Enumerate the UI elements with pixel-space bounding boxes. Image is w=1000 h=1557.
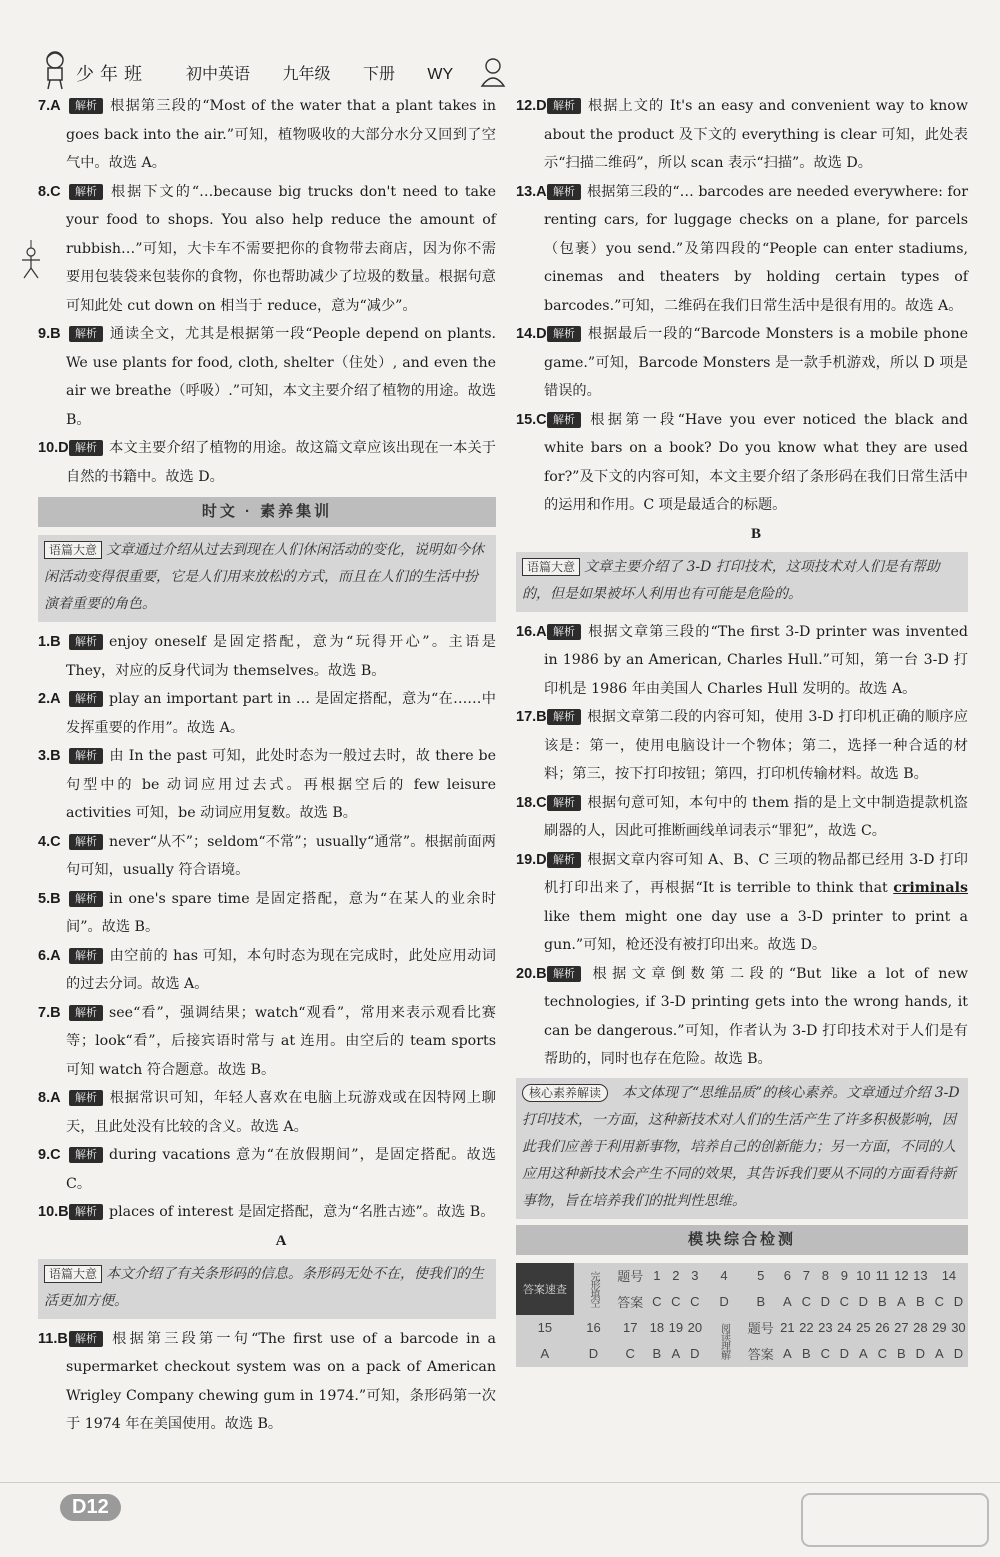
answer-cell: B [897,1346,906,1361]
answer-block-label: 答案速查 [516,1263,574,1315]
answer-item [38,828,496,885]
analysis-tag: 解析 [69,1331,103,1347]
question-number-cell: 25 [856,1320,871,1335]
answer-item [516,703,968,789]
analysis-text: never“从不”；seldom“不常”；usually“通常”。根据前面两句可知，usually 符合语境。 [66,833,496,878]
analysis-tag: 解析 [69,440,103,456]
analysis-text: 根据上文的 It's an easy and convenient way to know about the product 及下文的 everything is clear 可知，此处表示“扫描二维码”，所以 scan 表示“扫描”。故选 D。 [544,98,968,171]
analysis-text: enjoy oneself 是固定搭配，意为“玩得开心”。主语是 They，对应的反身代词为 themselves。故选 B。 [66,634,496,679]
row-label-answer: 答案 [747,1347,774,1362]
volume-label: 下册 [362,66,395,83]
analysis-text: like them might one day use a 3-D printer to print a gun.”可知，枪还没有被打印出来。故选 D。 [544,908,968,953]
summary-box [38,535,496,622]
grade-label: 九年级 [282,66,331,83]
answer-cell: D [953,1346,964,1361]
analysis-text: 根据第三段的“… barcodes are needed everywhere: for renting cars, for luggage checks on a plane, for parcels（包裹）you send.”及第四段的“People can enter stadiums, cinemas and theaters by holding certain types of barcodes.”可知，二维码在我们日常生活中是很有用的。故选 A。 [544,183,968,314]
answer-item [38,885,496,942]
answer-item [38,999,496,1085]
analysis-text: 根据下文的“…because big trucks don't need to take your food to shops. You also help reduce the amount of rubbish…”可知，大卡车不需要把你的食物带去商店，因为你不需要用包装袋来包装你的食物，你也帮助减少了垃圾的数量。根据句意可知此处 cut down on 相当于 reduce，意为“减少”。 [66,183,496,314]
analysis-text: 根据句意可知，本句中的 them 指的是上文中制造提款机盗刷器的人，因此可推断画线单词表示“罪犯”，故选 C。 [544,794,968,839]
analysis-tag: 解析 [547,412,581,428]
row-label-question: 题号 [617,1269,644,1284]
answer-number: 15.C [516,411,547,428]
answer-cell: B [878,1294,887,1309]
analysis-tag: 解析 [69,1204,103,1220]
answer-cell: D [820,1294,831,1309]
answer-item [38,942,496,999]
section-letter-b: B [750,525,761,542]
answer-cell: C [671,1294,681,1309]
summary-text: 本文介绍了有关条形码的信息。条形码无处不在，使我们的生活更加方便。 [44,1265,485,1309]
question-number-cell: 24 [837,1320,852,1335]
answer-item [38,1141,496,1198]
answer-number: 9.C [38,1147,61,1163]
answer-item [516,178,968,321]
answer-cell: B [756,1294,766,1309]
section-letter-a: A [275,1232,287,1249]
answer-item [38,92,496,178]
edition-label: WY [427,66,454,83]
module-test-bar: 模块综合检测 [516,1225,968,1255]
core-literacy-text: 本文体现了“思维品质”的核心素养。文章通过介绍 3-D 打印技术，一方面，这种新技术对人们的生活产生了许多积极影响，因此我们应善于利用新事物，培养自己的创新能力；另一方面，不同的人应用这种新技术会产生不同的效果，其告诉我们要从不同的方面看待新事物，旨在培养我们的批判性思维。 [522,1084,960,1209]
answer-cell: D [690,1346,700,1361]
summary-text: 文章主要介绍了 3-D 打印技术，这项技术对人们是有帮助的，但是如果被坏人利用也有可能是危险的。 [522,558,940,602]
question-number-cell: 27 [894,1320,909,1335]
cartoon-mascot-icon [478,56,508,88]
answer-item [38,320,496,434]
answer-number: 5.B [38,890,61,907]
analysis-text: 由 In the past 可知，此处时态为一般过去时，故 there be 句型中的 be 动词应用过去式。再根据空后的 few leisure activities 可知，be 动词应用复数。故选 B。 [66,748,496,821]
answer-number: 19.D [516,851,547,868]
analysis-text: 根据第三段的“Most of the water that a plant takes in goes back into the air.”可知，植物吸收的大部分水分又回到了空气中。故选 A。 [66,98,496,171]
core-literacy-label: 核心素养解读 [522,1084,608,1102]
answer-cell: A [540,1346,550,1361]
answer-item [38,685,496,742]
question-number-cell: 5 [757,1268,765,1283]
question-number-cell: 22 [799,1320,814,1335]
question-number-cell: 18 [649,1320,665,1335]
question-number-cell: 1 [653,1268,661,1283]
answer-number: 20.B [516,965,547,982]
row-label-question: 题号 [747,1321,774,1336]
question-number-cell: 30 [951,1320,966,1335]
analysis-text: in one's spare time 是固定搭配，意为“在某人的业余时间”。故选 B。 [66,890,496,935]
question-number-cell: 4 [720,1268,728,1283]
summary-box-a [38,1259,496,1319]
analysis-text: 根据第三段第一句“The first use of a barcode in a supermarket checkout system was on a pack of American Wrigley Company chewing gum in 1974.”可知，条形码第一次于 1974 年在美国使用。故选 B。 [66,1330,496,1432]
analysis-tag: 解析 [69,98,103,114]
answer-cell: A [897,1294,906,1309]
answer-cell: B [802,1346,811,1361]
answer-item [38,1198,496,1227]
answer-item [516,789,968,846]
answer-item [516,846,968,960]
row-label-answer: 答案 [617,1295,644,1310]
question-number-cell: 23 [818,1320,833,1335]
answer-cell: A [935,1346,944,1361]
brand-name: 少年班 [76,64,148,84]
analysis-tag: 解析 [547,795,581,811]
answer-number: 1.B [38,634,61,650]
analysis-tag: 解析 [69,1090,103,1106]
core-literacy-box [516,1078,968,1219]
answer-cell: C [652,1294,662,1309]
answer-number: 7.A [38,98,61,114]
answer-cell: C [820,1346,831,1361]
answer-cell: C [690,1294,700,1309]
analysis-tag: 解析 [69,1147,103,1163]
analysis-text: 根据文章内容可知 A、B、C 三项的物品都已经用 3-D 打印机打印出来了，再根据“It is terrible to think that [544,851,968,896]
analysis-text: during vacations 意为“在放假期间”，是固定搭配。故选 C。 [66,1147,496,1192]
section-bar-reading: 时文 · 素养集训 [38,497,496,527]
answer-number: 6.A [38,947,61,964]
answer-item [38,628,496,685]
answer-item [516,320,968,406]
answer-number: 8.C [38,183,61,200]
analysis-text: play an important part in … 是固定搭配，意为“在……中发挥重要的作用”。故选 A。 [66,691,496,736]
analysis-tag: 解析 [69,184,103,200]
answer-cell: B [652,1346,662,1361]
answer-cell: A [783,1294,792,1309]
analysis-tag: 解析 [547,966,581,982]
analysis-tag: 解析 [69,1005,103,1021]
summary-label: 语篇大意 [44,1265,102,1283]
question-number-cell: 17 [623,1320,638,1335]
answer-number: 3.B [38,748,61,764]
header-info [186,61,467,84]
analysis-text: 根据文章第二段的内容可知，使用 3-D 打印机正确的顺序应该是：第一，使用电脑设计一个物体；第二，选择一种合适的材料；第三，按下打印按钮；第四，打印机传输材料。故选 B。 [544,709,968,782]
answer-cell: A [859,1346,868,1361]
reading-label: 阅读理解 [718,1322,730,1359]
analysis-text: 根据文章倒数第二段的“But like a lot of new technologies, if 3-D printing gets into the wrong hands, it can be dangerous.”可知，作者认为 3-D 打印技术对于人们是有帮助的，同时也存在危险。故选 B。 [544,965,968,1067]
question-number-cell: 29 [932,1320,947,1335]
answer-number: 8.A [38,1090,61,1106]
answer-cell: C [839,1294,850,1309]
answer-number: 2.A [38,691,61,707]
answer-item [38,742,496,828]
answer-item [38,1084,496,1141]
question-number-cell: 19 [668,1320,684,1335]
answer-cell: C [934,1294,945,1309]
analysis-tag: 解析 [69,634,103,650]
analysis-text: places of interest 是固定搭配，意为“名胜古迹”。故选 B。 [109,1204,495,1220]
answer-item [516,960,968,1074]
answer-item [516,618,968,704]
answer-number: 9.B [38,326,61,342]
analysis-text: 根据最后一段的“Barcode Monsters is a mobile phone game.”可知，Barcode Monsters 是一款手机游戏，所以 D 项是错误的。 [544,326,968,399]
answer-number: 18.C [516,794,547,811]
analysis-tag: 解析 [547,624,581,640]
analysis-text: 根据文章第三段的“The first 3-D printer was invented in 1986 by an American, Charles Hull.”可知，第一台 3-D 打印机是 1986 年由美国人 Charles Hull 发明的。故选 A。 [544,623,968,697]
answer-cell: A [783,1346,792,1361]
analysis-tag: 解析 [69,948,103,964]
question-number-cell: 28 [913,1320,928,1335]
page-header [0,0,1000,90]
answer-number: 11.B [38,1330,68,1347]
answer-cell: D [953,1294,964,1309]
answer-cell: D [588,1346,599,1361]
answer-number: 12.D [516,98,547,114]
question-number-cell: 26 [875,1320,890,1335]
analysis-text: 根据第一段“Have you ever noticed the black and white bars on a book? Do you know what they are used for?”及下文的内容可知，本文主要介绍了条形码在我们日常生活中的运用和作用。C 项是最适合的标题。 [544,411,968,513]
subject-label: 初中英语 [186,66,251,83]
analysis-tag: 解析 [547,709,581,725]
question-number-cell: 10 [856,1268,871,1283]
answer-number: 17.B [516,709,547,725]
answer-cell: C [801,1294,812,1309]
answer-number: 4.C [38,833,61,850]
analysis-text: 由空前的 has 可知，本句时态为现在完成时，此处应用动词的过去分词。故选 A。 [66,947,496,992]
answer-cell: D [858,1294,869,1309]
summary-box-b [516,552,968,612]
answer-cell: D [719,1294,729,1309]
summary-text: 文章通过介绍从过去到现在人们休闲活动的变化，说明如今休闲活动变得很重要，它是人们用来放松的方式，而且在人们的生活中扮演着重要的角色。 [44,542,485,612]
analysis-tag: 解析 [547,98,581,114]
answer-cell: D [839,1346,850,1361]
cartoon-boy-icon [40,50,70,90]
answer-item [516,92,968,178]
cloze-label: 完形填空 [587,1270,599,1307]
question-number-cell: 12 [894,1268,909,1283]
question-number-cell: 20 [687,1320,703,1335]
right-column [516,92,968,1367]
summary-label: 语篇大意 [44,541,102,559]
analysis-text: 根据常识可知，年轻人喜欢在电脑上玩游戏或在因特网上聊天，且此处没有比较的含义。故选 A。 [66,1090,496,1135]
question-number-cell: 15 [537,1320,553,1335]
underlined-word: criminals [893,880,968,896]
answer-number: 10.B [38,1204,69,1220]
question-number-cell: 14 [941,1268,957,1283]
analysis-tag: 解析 [547,852,581,868]
answer-item [38,178,496,321]
question-number-cell: 21 [780,1320,795,1335]
answer-item [38,434,496,491]
answer-cell: C [625,1346,635,1361]
answer-number: 7.B [38,1004,61,1021]
answer-cell: D [915,1346,926,1361]
answer-item [38,1325,496,1439]
answer-number: 13.A [516,183,547,200]
answer-cell: B [916,1294,925,1309]
watermark-logo [800,1490,990,1550]
question-number-cell: 13 [913,1268,928,1283]
analysis-tag: 解析 [69,891,103,907]
analysis-text: see“看”，强调结果；watch“观看”，常用来表示观看比赛等；look“看”，后接宾语时常与 at 连用。由空后的 team sports 可知 watch 符合题意。故选 B。 [66,1004,496,1078]
analysis-tag: 解析 [69,748,103,764]
analysis-tag: 解析 [547,184,581,200]
answer-cell: C [877,1346,888,1361]
question-number-cell: 3 [691,1268,699,1283]
analysis-tag: 解析 [69,834,103,850]
left-column [38,92,496,1439]
question-number-cell: 2 [672,1268,680,1283]
answer-cell: A [671,1346,681,1361]
question-number-cell: 11 [875,1268,890,1283]
analysis-text: 本文主要介绍了植物的用途。故这篇文章应该出现在一本关于自然的书籍中。故选 D。 [66,440,496,485]
question-number-cell: 9 [840,1268,848,1283]
answer-item [516,406,968,520]
analysis-tag: 解析 [547,326,581,342]
summary-label: 语篇大意 [522,558,580,576]
answer-number: 10.D [38,440,69,456]
footer-divider [0,1482,1000,1483]
answer-number: 14.D [516,326,547,342]
page-number: D12 [60,1494,121,1521]
question-number-cell: 7 [802,1268,810,1283]
answer-number: 16.A [516,623,547,640]
analysis-text: 通读全文，尤其是根据第一段“People depend on plants. We use plants for food, cloth, shelter（住处）, and even the air we breathe（呼吸）.”可知，本文主要介绍了植物的用途。故选 B。 [66,326,496,428]
question-number-cell: 16 [586,1320,601,1335]
analysis-tag: 解析 [69,691,103,707]
answer-table [516,1263,968,1367]
question-number-cell: 8 [821,1268,829,1283]
analysis-tag: 解析 [69,326,103,342]
question-number-cell: 6 [783,1268,791,1283]
